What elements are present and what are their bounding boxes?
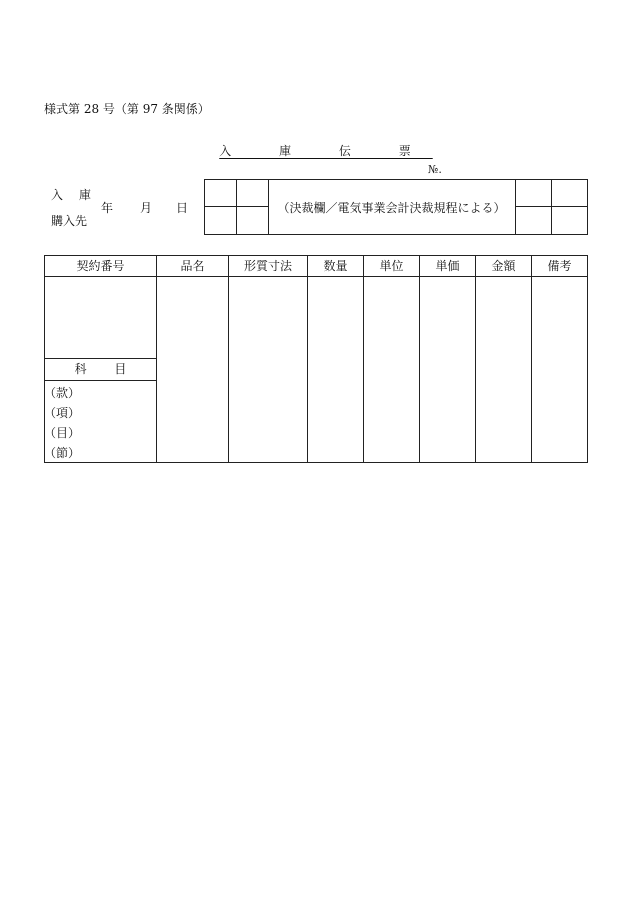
header-contract-number: 契約番号 (76, 259, 125, 273)
column-divider (419, 255, 420, 463)
form-reference: 様式第 28 号（第 97 条関係） (44, 102, 210, 116)
kamoku-item-moku: （目） (44, 426, 81, 440)
kamoku-item-kou: （項） (44, 406, 81, 420)
header-row-line (44, 276, 588, 277)
header-form-dimensions: 形質寸法 (243, 259, 292, 273)
column-divider (475, 255, 476, 463)
header-unit-price: 単価 (435, 259, 460, 273)
column-divider (156, 255, 157, 463)
approval-note: （決裁欄／電気事業会計決裁規程による） (277, 201, 506, 215)
approval-divider (236, 179, 237, 235)
number-label: №. (428, 163, 442, 176)
kamoku-header: 科 目 (74, 362, 139, 376)
header-item-name: 品名 (180, 259, 205, 273)
date-month-label: 月 (140, 201, 153, 215)
document-title-text: 入 庫 伝 票 (219, 144, 433, 158)
approval-row-line (204, 206, 268, 207)
kamoku-item-setsu: （節） (44, 446, 81, 460)
document-title (0, 142, 630, 159)
column-divider (531, 255, 532, 463)
column-divider (307, 255, 308, 463)
column-divider (363, 255, 364, 463)
kamoku-item-kan: （款） (44, 386, 81, 400)
approval-divider (515, 179, 516, 235)
header-amount: 金額 (491, 259, 516, 273)
header-remarks: 備考 (547, 259, 572, 273)
nyuko-label: 入 庫 (51, 188, 94, 202)
header-quantity: 数量 (323, 259, 348, 273)
column-divider (228, 255, 229, 463)
supplier-label: 購入先 (51, 214, 88, 228)
approval-divider (551, 179, 552, 235)
approval-row-line (515, 206, 588, 207)
kamoku-bottom-line (44, 380, 156, 381)
date-year-label: 年 (101, 201, 114, 215)
date-day-label: 日 (176, 201, 189, 215)
header-unit: 単位 (379, 259, 404, 273)
